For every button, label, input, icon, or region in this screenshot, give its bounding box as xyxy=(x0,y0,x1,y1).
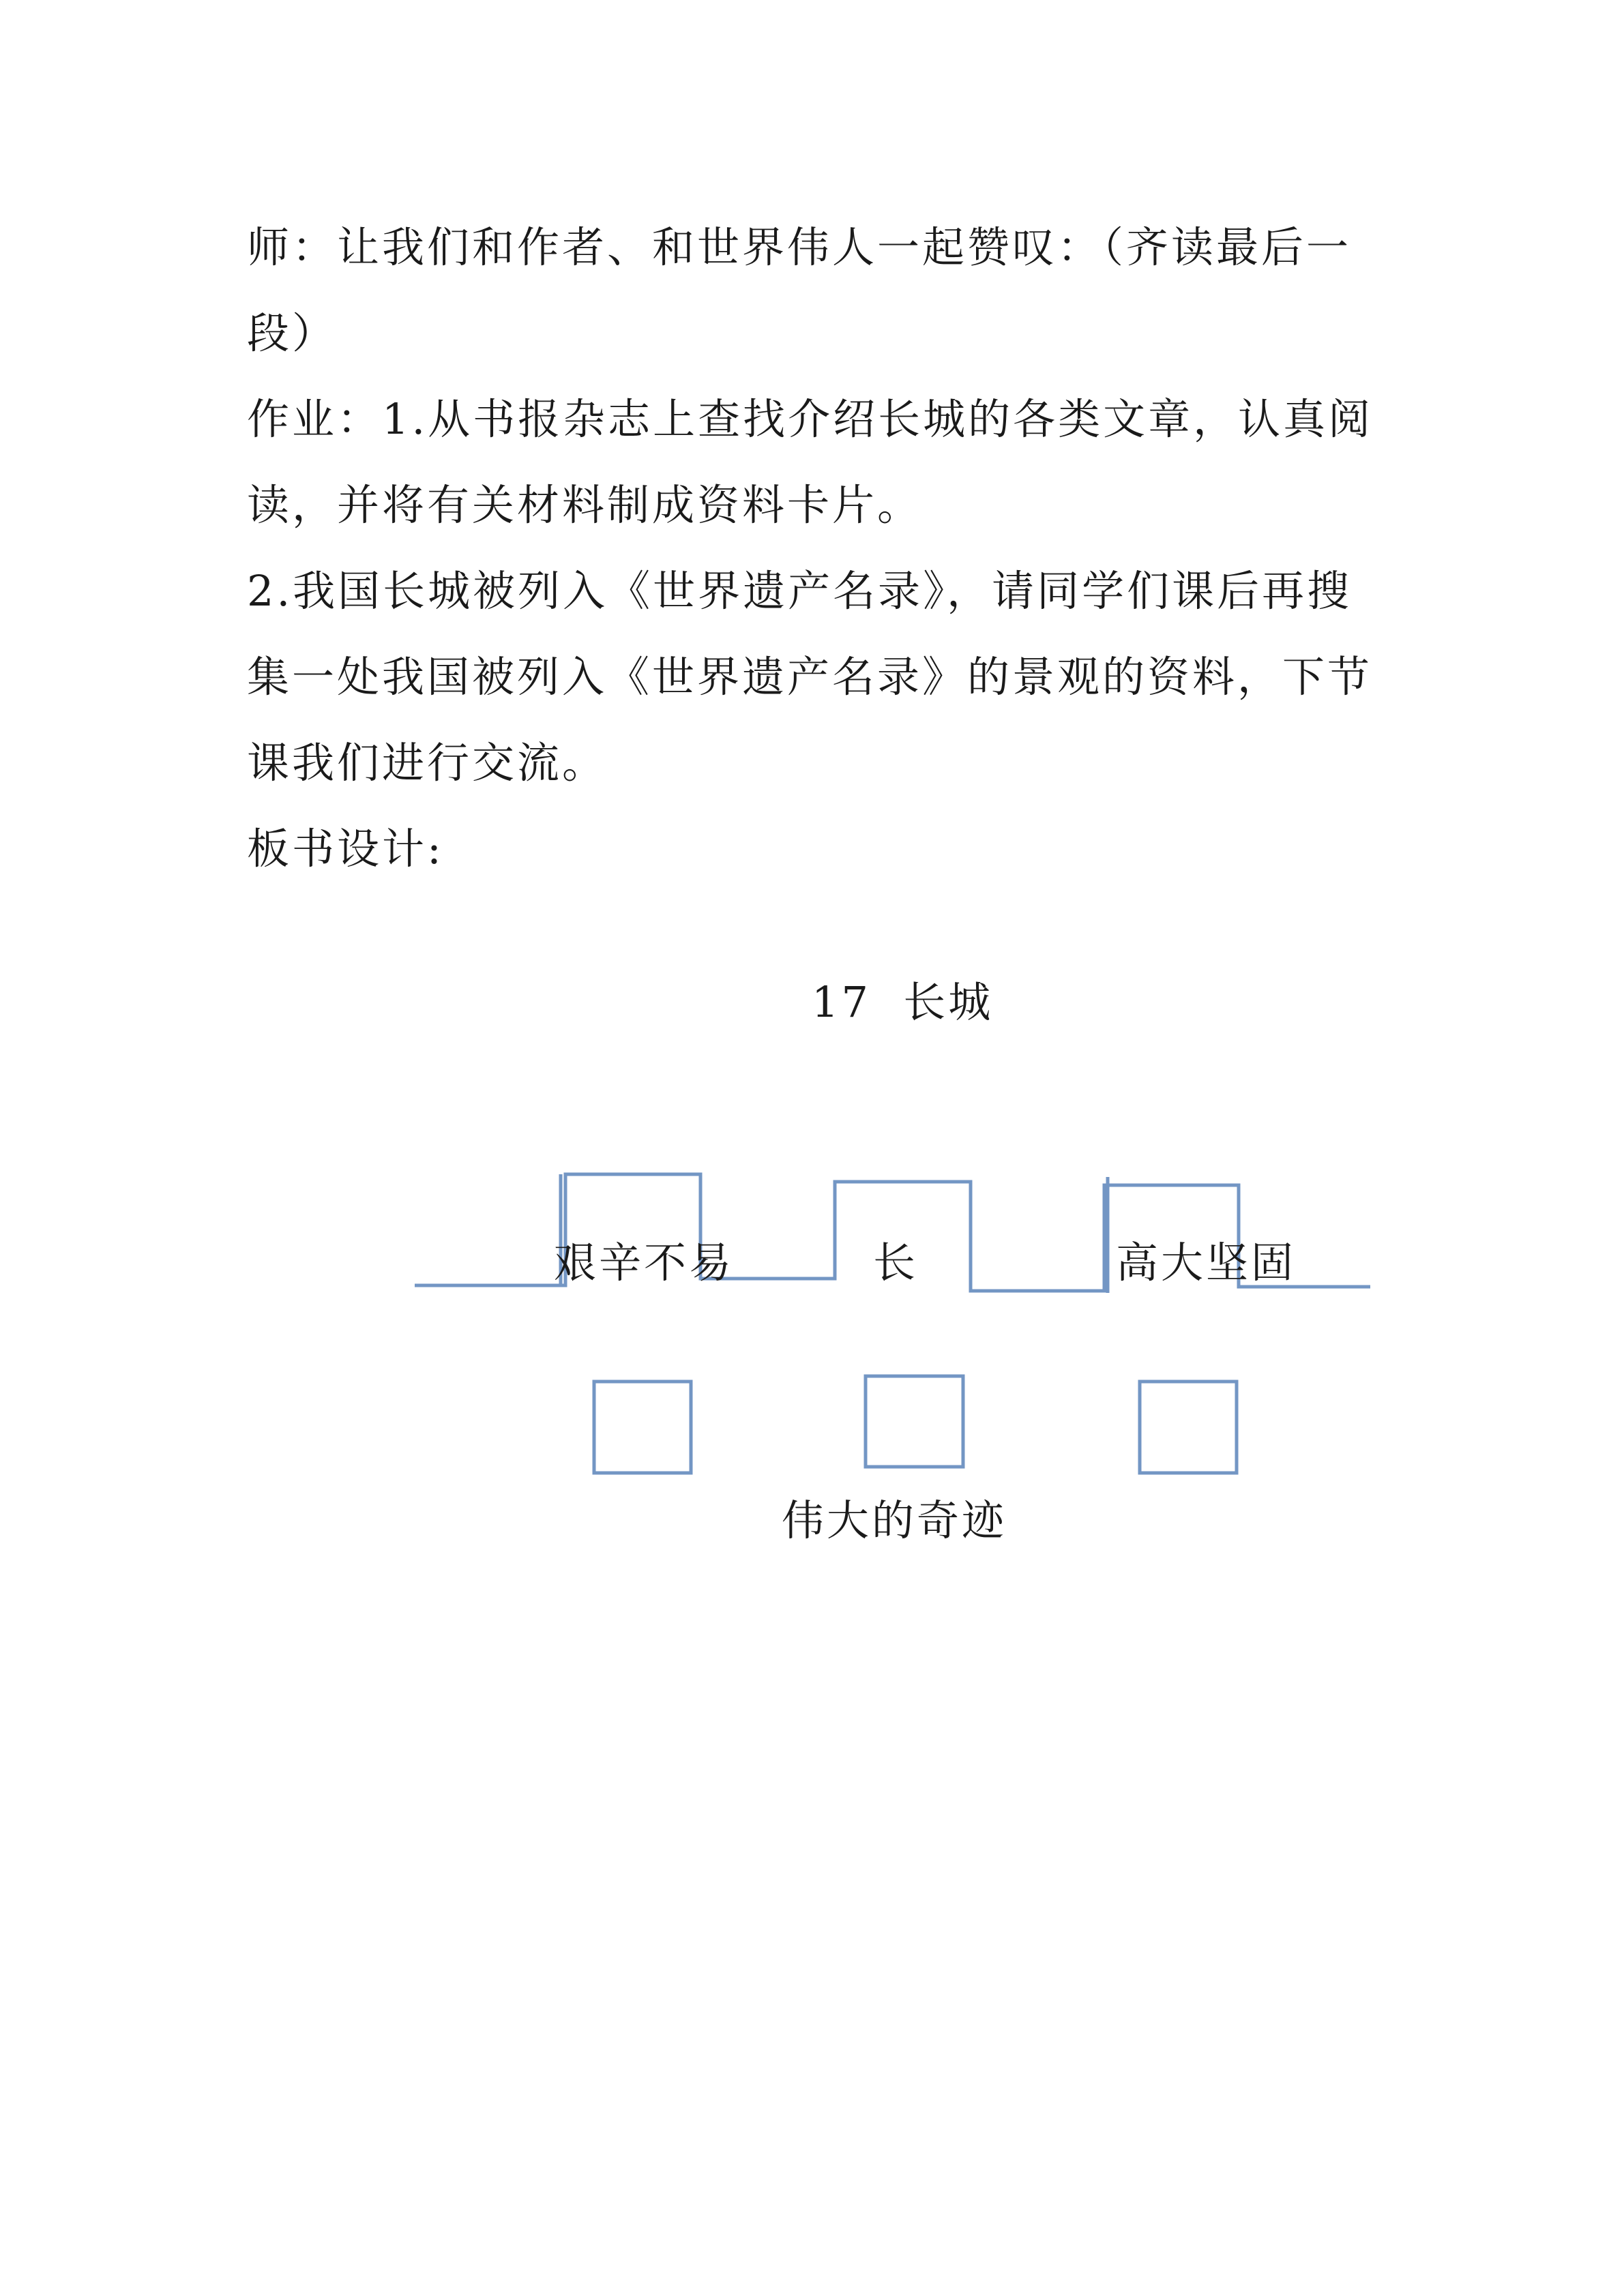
paragraph-homework-1: 作业：1.从书报杂志上查找介绍长城的各类文章，认真阅读，并将有关材料制成资料卡片。 xyxy=(247,394,1374,530)
paragraph-homework-2: 2.我国长城被列入《世界遗产名录》，请同学们课后再搜集一处我国被列入《世界遗产名录》的景观的资料，下节课我们进行交流。 xyxy=(247,566,1373,788)
label-hardship: 艰辛不易 xyxy=(554,1238,735,1287)
paragraph-board-design: 板书设计: xyxy=(247,824,444,874)
brick-box-1 xyxy=(594,1382,691,1473)
wall-outline xyxy=(415,1174,1370,1473)
paragraph-teacher-line: 师：让我们和作者、和世界伟人一起赞叹：（齐读最后一段） xyxy=(247,222,1352,358)
brick-box-2 xyxy=(866,1376,963,1467)
label-tall-solid: 高大坚固 xyxy=(1116,1238,1297,1287)
label-great-wonder: 伟大的奇迹 xyxy=(782,1495,1007,1545)
label-long: 长 xyxy=(873,1238,919,1287)
brick-box-3 xyxy=(1140,1382,1237,1473)
board-title: 17 长城 xyxy=(812,977,994,1027)
